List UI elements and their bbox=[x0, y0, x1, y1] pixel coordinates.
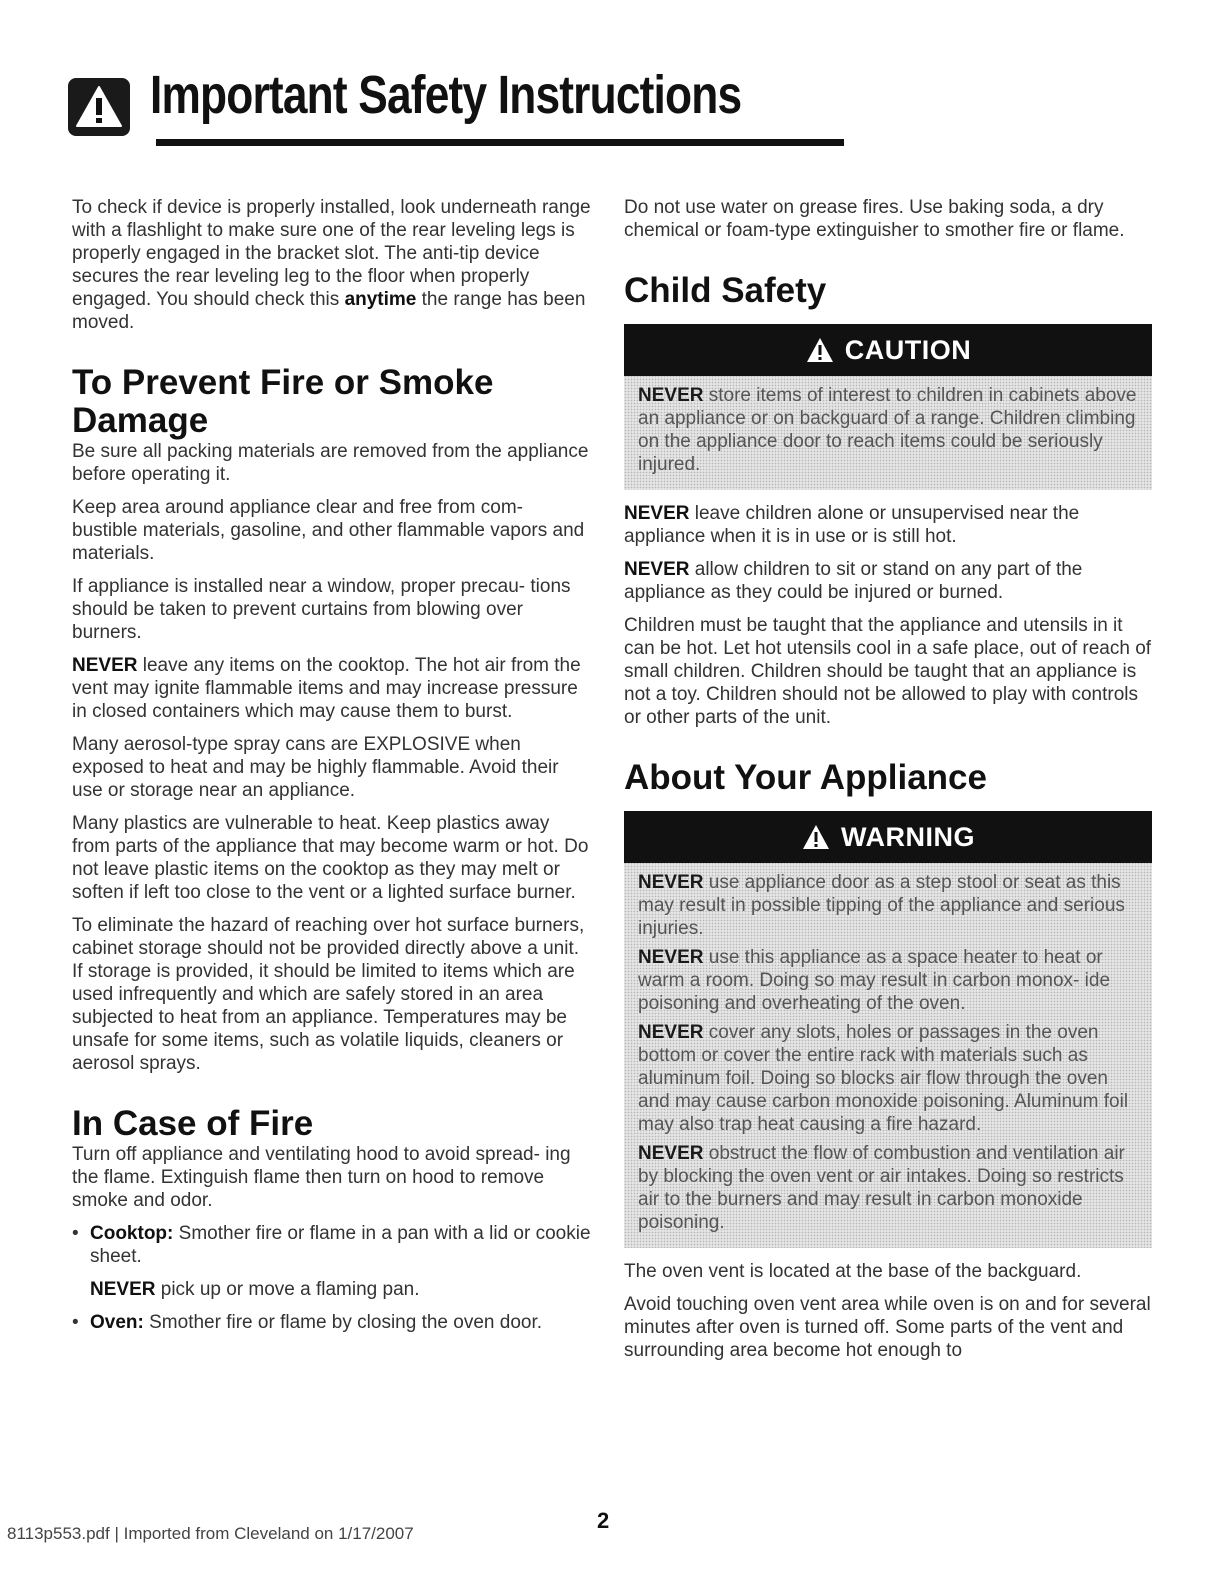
page-header bbox=[68, 65, 778, 150]
paragraph: Avoid touching oven vent area while oven is on and for several minutes after oven is turned off. Some parts of the vent and surrounding area become hot enough to bbox=[624, 1294, 1151, 1361]
left-column bbox=[72, 196, 592, 1344]
in-case-of-fire-heading: In Case of Fire bbox=[72, 1104, 314, 1143]
page-title: Important Safety Instructions bbox=[150, 65, 742, 125]
paragraph: To eliminate the hazard of reaching over hot surface burners, cabinet storage should not be provided directly above a unit. If storage is provided, it should be limited to items which are used infrequently and which are safely stored in an area subjected to heat from an appliance. Temperatures may be unsafe for some items, such as volatile liquids, cleaners or aerosol sprays. bbox=[72, 915, 585, 1074]
caution-label: CAUTION bbox=[844, 334, 972, 365]
warning-bar bbox=[624, 811, 1152, 863]
warning-item: NEVER use appliance door as a step stool or seat as this may result in possible tipping of the appliance and serious injuries. bbox=[638, 872, 1125, 939]
anti-tip-paragraph: To check if device is properly installed, look underneath range with a flashlight to make sure one of the rear leveling legs is properly engaged in the bracket slot. The anti-tip device secures the rear leveling leg to the floor when properly engaged. You should check this anytime the range has been moved. bbox=[72, 197, 591, 333]
bullet-icon: • bbox=[72, 1312, 79, 1333]
paragraph: The oven vent is located at the base of the backguard. bbox=[624, 1261, 1082, 1282]
paragraph: Children must be taught that the appliance and utensils in it can be hot. Let hot utensils cool in a safe place, out of reach of small children. Children should be taught that an appliance is not a toy. Children should not be allowed to play with controls or other parts of the unit. bbox=[624, 615, 1152, 728]
page-number: 2 bbox=[597, 1508, 610, 1533]
paragraph: Many plastics are vulnerable to heat. Keep plastics away from parts of the appliance that may become warm or hot. Do not leave plastic items on the cooktop as they may melt or soften if left too close to the vent or a lighted surface burner. bbox=[72, 813, 589, 903]
paragraph: Be sure all packing materials are removed from the appliance before operating it. bbox=[72, 441, 589, 485]
warning-item: NEVER obstruct the flow of combustion and ventilation air by blocking the oven vent or air intakes. Doing so restricts air to the burners and may result in carbon monoxide poisoning. bbox=[638, 1143, 1125, 1233]
right-column bbox=[624, 196, 1154, 1372]
list-item: • Oven: Smother fire or flame by closing the oven door. bbox=[72, 1312, 543, 1333]
caution-text: NEVER store items of interest to children in cabinets above an appliance or on backguard of a range. Children climbing on the appliance door to reach items could be seriously injured. bbox=[638, 385, 1137, 475]
warning-item: NEVER use this appliance as a space heater to heat or warm a room. Doing so may result in carbon monox- ide poisoning and overheating of the oven. bbox=[638, 947, 1111, 1014]
about-appliance-heading: About Your Appliance bbox=[624, 758, 987, 797]
paragraph: Turn off appliance and ventilating hood to avoid spread- ing the flame. Extinguish flame then turn on hood to remove smoke and odor. bbox=[72, 1144, 571, 1211]
warning-triangle-icon bbox=[805, 336, 835, 364]
warning-item: NEVER cover any slots, holes or passages in the oven bottom or cover the entire rack with materials such as aluminum foil. Doing so blocks air flow through the oven and may cause carbon monoxide poisoning. Aluminum foil may also trap heat causing a fire hazard. bbox=[638, 1022, 1129, 1135]
paragraph: Keep area around appliance clear and free from com- bustible materials, gasoline, and other flammable vapors and materials. bbox=[72, 497, 585, 564]
warning-triangle-icon bbox=[801, 823, 831, 851]
paragraph: Many aerosol-type spray cans are EXPLOSIVE when exposed to heat and may be highly flammable. Avoid their use or storage near an appliance. bbox=[72, 734, 559, 801]
child-safety-heading: Child Safety bbox=[624, 271, 827, 310]
paragraph: NEVER allow children to sit or stand on any part of the appliance as they could be injured or burned. bbox=[624, 559, 1083, 603]
warning-label: WARNING bbox=[841, 821, 975, 852]
paragraph: NEVER leave children alone or unsupervised near the appliance when it is in use or is still hot. bbox=[624, 503, 1080, 547]
bullet-icon: • bbox=[72, 1223, 79, 1244]
caution-bar bbox=[624, 324, 1152, 376]
paragraph: NEVER leave any items on the cooktop. The hot air from the vent may ignite flammable items and may increase pressure in closed containers which may cause them to burst. bbox=[72, 655, 581, 722]
caution-box bbox=[624, 324, 1152, 490]
title-underline bbox=[156, 139, 844, 146]
list-item: • Cooktop: Smother fire or flame in a pan with a lid or cookie sheet. NEVER pick up or move a flaming pan. bbox=[72, 1223, 591, 1300]
warning-triangle-icon bbox=[68, 78, 130, 136]
fire-smoke-heading: To Prevent Fire or Smoke Damage bbox=[72, 363, 494, 440]
warning-box bbox=[624, 811, 1152, 1248]
paragraph: If appliance is installed near a window, proper precau- tions should be taken to prevent curtains from blowing over burners. bbox=[72, 576, 571, 643]
paragraph: Do not use water on grease fires. Use baking soda, a dry chemical or foam-type extinguisher to smother fire or flame. bbox=[624, 197, 1125, 241]
footer-import-note: 8113p553.pdf | Imported from Cleveland on 1/17/2007 bbox=[7, 1524, 414, 1543]
